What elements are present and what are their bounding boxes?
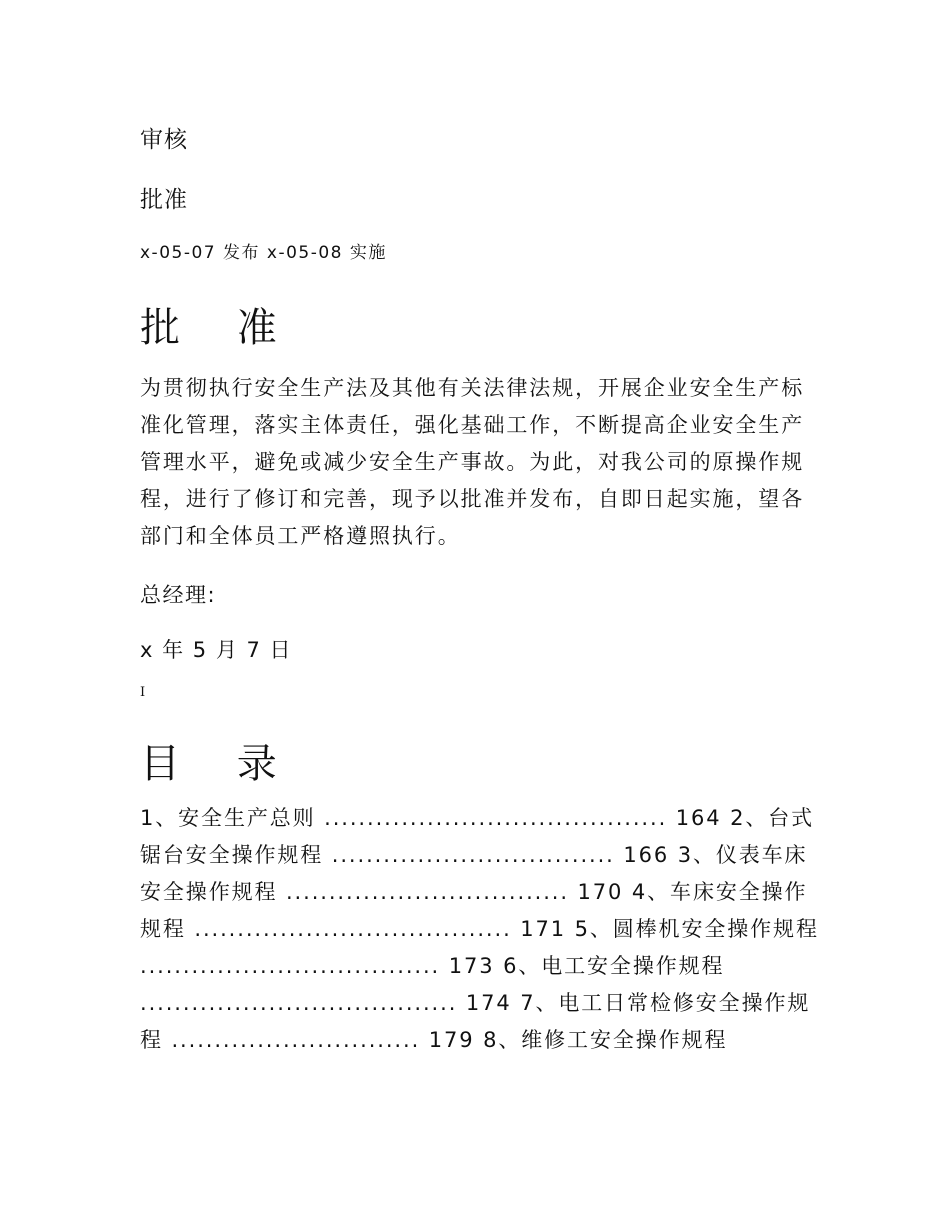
signer-label: 总经理:	[140, 583, 217, 607]
issue-date-line: x-05-07 发布 x-05-08 实施	[140, 243, 387, 263]
approve-label: 批准	[140, 187, 188, 213]
toc-list: 1、安全生产总则 ........................................ 164 2、台式锯台安全操作规程 ................................. 166 3、仪表车床安全操作规程 ................................. 170 4、车床安全操作规程 ..................................... 171 5、圆棒机安全操作规程 ................................... 173 6、电工安全操作规程 ..................................... 174 7、电工日常检修安全操作规程 ............................. 179 8、维修工安全操作规程	[140, 806, 819, 1052]
approval-date: x 年 5 月 7 日	[140, 638, 293, 662]
approval-body: 为贯彻执行安全生产法及其他有关法律法规，开展企业安全生产标准化管理，落实主体责任，强化基础工作，不断提高企业安全生产管理水平，避免或减少安全生产事故。为此，对我公司的原操作规程，进行了修订和完善，现予以批准并发布，自即日起实施，望各部门和全体员工严格遵照执行。	[140, 376, 805, 548]
review-label: 审核	[140, 127, 188, 153]
toc-heading: 目 录	[140, 741, 299, 787]
page-number: I	[140, 685, 146, 700]
approval-heading: 批 准	[140, 305, 299, 351]
